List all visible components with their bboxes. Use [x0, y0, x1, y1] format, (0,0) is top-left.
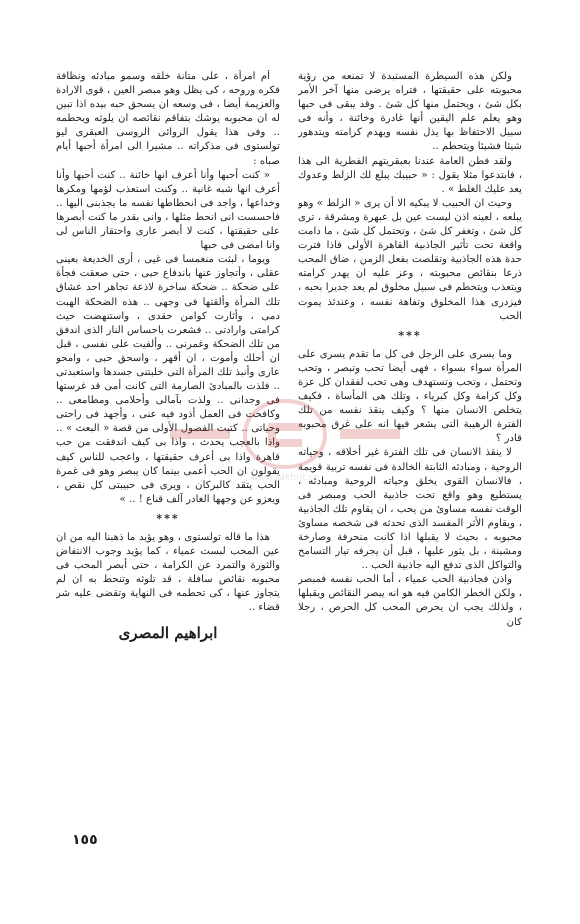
column-right [298, 70, 522, 840]
paragraph: ولقد فطن العامة عندنا بعبقريتهم الفطرية الى هذا ، فابتدعوا مثلا يقول : « حبيبك يبلع لك الزلط وعدوك يعد عليك الغلط » . [298, 155, 522, 195]
paragraph: أم امرأة ، على متانة خلقه وسمو مبادئه ونظافة فكره وروحه ، كى يظل وهو مبصر العين ، قوى الارادة والعزيمة أيضا ، فى وسعه ان يسحق حبه بيده اذا تبين له ان محبوبه يوشك بتفاقم نقائصه ان يلوثه ويحطمه .. وفى هذا يقول الروائى الروسى العبقرى ليو تولستوى فى مذكراته .. مشيرا الى امرأة أحبها أيام صباه : [56, 71, 280, 167]
paragraph: لا ينقذ الانسان فى تلك الفترة غير أخلاقه ، وحياته الروحية ، ومبادئه الثابتة الخالدة فى نفسه تربية قويمة ، فالانسان القوى يخلق وحياته الروحية ومبادئه ، يستطيع وهو واقع تحت جاذبية الحب ومبصر فى الوقت نفسه مساوئ من يحب ، ان يقاوم تلك الجاذبية ، ويقاوم الأثر المفسد الذى تحدثه فى شخصه مساوئ محبوبه ، بحيث لا يقبلها اذا كانت منحرفة وصارخة ومشينة ، بل يثور عليها ، قبل أن يجرفه تيار التسامح والتواكل الذى تدفع اليه جاذبية الحب .. [298, 447, 522, 572]
section-separator: *** [398, 328, 422, 342]
paragraph: ويوما ، لبثت منغمسا فى غيى ، أرى الخديعة بعينى عقلى ، وأتجاوز عنها باندفاع حبى ، حتى صعقت فجأة على ضحكة .. ضحكة ساخرة لاذعة تجاهر احد عشاق تلك المرأة وألقتها فى وجهى .. هذه الضحكة الهبت دمى ، وأثارت كوامن حقدى ، واستنهضت حيث كرامتى وارادتى .. فشعرت باحساس النار الذى اندفق من تلك الضحكة وغمرنى .. وألفيت على نفسى ، قبل ان أحلك وأموت ، ان أقهر ، واسحق حبى ، وامحو عارى وأنبذ تلك المرأة التى خلبتنى جسدها واستعبدتى .. فلذت بالمبادئ الصارمة التى كانت أمى قد غرستها فى وجدانى .. ولذت بآمالى وأحلامى ومطامعى .. وكافحت فى العمل أذود فيه عنى ، وأجهد فى راحتى وحياتى .. كتبت الفصول الأولى من قصة « البعث » .. واذا بالعجب يحدث ، واذا بى كيف اندفقت من حب قاهرة واذا بى أعرف حقيقتها ، واعجب للناس كيف يقولون ان الحب أعمى بينما كان يبصر وهو فى غمرة الحب يتقد كالبركان ، ويرى فى حبيبتى كل نقص ، ويعزو عن وجهها الغادر آلف قناع ! .. » [56, 254, 280, 505]
section-separator: *** [156, 511, 180, 525]
paragraph: « كنت أحبها وأنا أعرف انها خائنة .. كنت أحبها وأنا أعرف انها شبه غانية .. وكنت استعذب لؤمها ومكرها وخداعها ، واجد فى انحطاطها نفسه ما يجذبنى اليها .. فاحسست انى انحط مثلها ، وانى بقدر ما كنت أبصرها على حقيقتها ، كنت لا أبصر عارى واحتقار الناس لى وانا امضى فى حبها [56, 169, 280, 252]
paragraph: وحيث ان الحبيب لا يبكيه الا أن يرى « الزلط » وهو يبلعه ، لعينه اذن ليست عين بل عبهرة ومشرقة ، ترى كل شئ ، وتغفر كل شئ ، وتحتمل كل شئ ، ما دامت واقعة تحت تأثير الجاذبية القاهرة الأولى فاذا فترت حدة هذه الجاذبية وتقلصت بفعل الزمن ، ضاق المحب ذرعا بنقائص محبوبته ، وعز عليه ان يهدر كرامته ويتعذب ويتحطم فى سبيل مخلوق لم يعد جديرا بحبه ، فيزدرى هذا المخلوق وتفاهة نفسه ، وعندئذ يموت الحب [298, 197, 522, 322]
paragraph: هذا ما قاله تولستوى ، وهو يؤيد ما ذهبنا اليه من ان عين المحب لبست عمياء ، كما يؤيد وجوب الانتفاض والثورة والتمرد عن الكرامة ، حتى أبصر المحب فى محبوبه نقائص سافلة ، قد تلوثه وتنحط به ان لم يتجاوز عنها ، كى تحطمه فى النهاية وتقضى عليه شر قضاء .. [56, 532, 280, 614]
text-columns [56, 70, 522, 840]
author-signature: ابراهيم المصرى [118, 623, 218, 642]
paragraph: وما يسرى على الرجل فى كل ما تقدم يسرى على المرأة سواء بسواء ، فهى أيضا تحب وتبصر ، وتحب وتحتمل ، وتحب وتستهدف وهى تحب لفقدان كل عزة وكل كرامة وكل كبرياء ، وتلك هى المأساة ، فكيف يتخلص الانسان منها ؟ وكيف ينقذ نفسه من تلك الفترة الرهيبة التى يشعر فيها انه على غرق محبوبه قادر ؟ [298, 348, 522, 445]
page-number: ١٥٥ [72, 832, 98, 848]
paragraph: واذن فجاذبية الحب عمياء ، أما الحب نفسه فمبصر ، ولكن الخطر الكامن فيه هو انه يبصر النقائص ويقبلها ، ولذلك يجب ان يحرص المحب كل الحرص ، رجلا كان [298, 574, 522, 628]
paragraph: ولكن هذه السيطرة المستبدة لا تمنعه من رؤية محبوبته على حقيقتها ، فتراه يرضى منها آخر الأمر بكل شئ ، ويحتمل منها كل شئ . وقد يبقى فى حبها وهو يعلم علم اليقين أنها غادرة وخائنة ، وأنه فى سبيل الاحتفاظ بها يذل نفسه ويهدم كرامته ويتدهور شيئا فشيئا ويتحطم .. [298, 71, 522, 153]
column-left [56, 70, 280, 840]
watermark-url: www.sakhrit.co [250, 473, 320, 483]
